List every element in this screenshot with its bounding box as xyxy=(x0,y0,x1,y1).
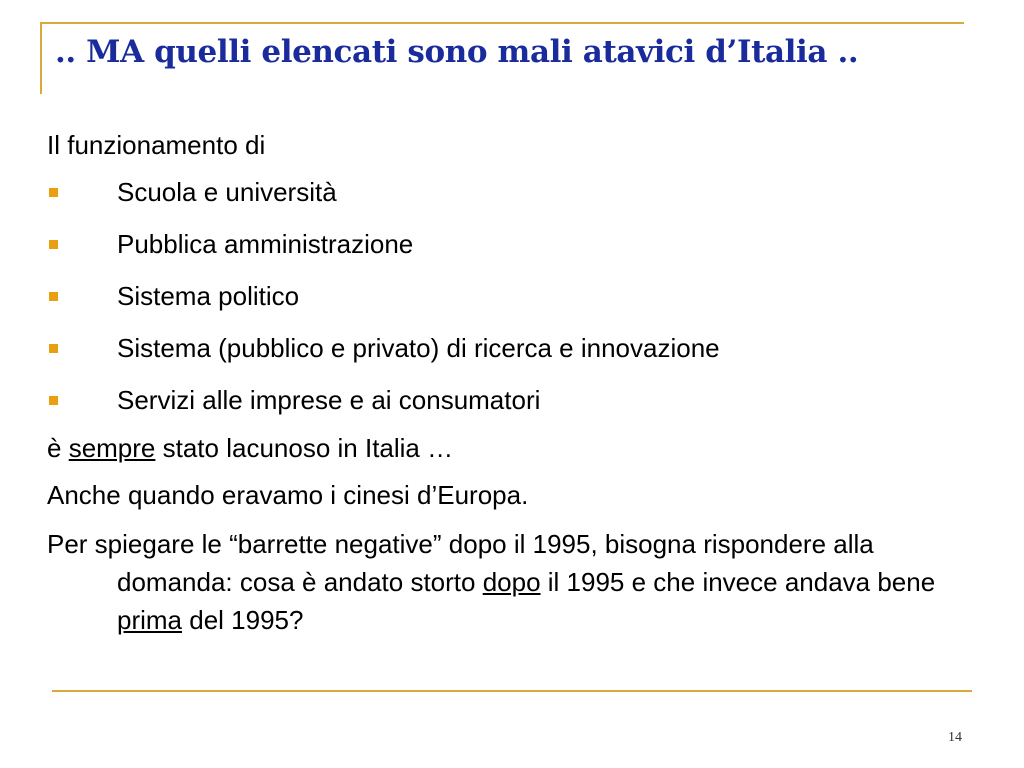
bullet-list xyxy=(47,175,977,431)
list-item xyxy=(47,279,977,331)
slide-title: .. MA quelli elencati sono mali atavici d’Italia .. xyxy=(55,34,859,70)
list-item xyxy=(47,383,977,431)
bullet-square-icon xyxy=(49,188,58,197)
list-item xyxy=(47,175,977,227)
slide-body xyxy=(47,128,977,652)
question-emphasis-prima: prima xyxy=(117,605,183,635)
question-paragraph xyxy=(47,525,977,652)
bullet-square-icon xyxy=(49,344,58,353)
bullet-text: Pubblica amministrazione xyxy=(117,229,414,259)
sempre-emphasis: sempre xyxy=(68,433,156,463)
bullet-square-icon xyxy=(49,292,58,301)
bullet-text: Scuola e università xyxy=(117,177,337,207)
list-item xyxy=(47,331,977,383)
top-divider xyxy=(40,22,964,24)
page-number: 14 xyxy=(948,730,962,745)
bullet-square-icon xyxy=(49,396,58,405)
bullet-text: Servizi alle imprese e ai consumatori xyxy=(117,385,541,415)
sempre-post: stato lacunoso in Italia … xyxy=(155,433,454,463)
title-side-divider xyxy=(40,22,42,94)
question-part1: Per spiegare le “barrette negative” dopo il 1995, bisogna rispondere alla domanda: cosa è andato storto xyxy=(47,529,874,597)
cinesi-line: Anche quando eravamo i cinesi d’Europa. xyxy=(47,480,529,510)
sempre-pre: è xyxy=(47,433,69,463)
question-emphasis-dopo: dopo xyxy=(482,567,541,597)
bottom-divider xyxy=(52,690,972,692)
sempre-line xyxy=(47,431,977,478)
list-item xyxy=(47,227,977,279)
bullet-square-icon xyxy=(49,240,58,249)
question-part2: il 1995 e che invece andava bene xyxy=(540,567,936,597)
bullet-text: Sistema politico xyxy=(117,281,300,311)
intro-text: Il funzionamento di xyxy=(47,130,266,160)
question-part3: del 1995? xyxy=(182,605,304,635)
bullet-text: Sistema (pubblico e privato) di ricerca e innovazione xyxy=(117,333,720,363)
